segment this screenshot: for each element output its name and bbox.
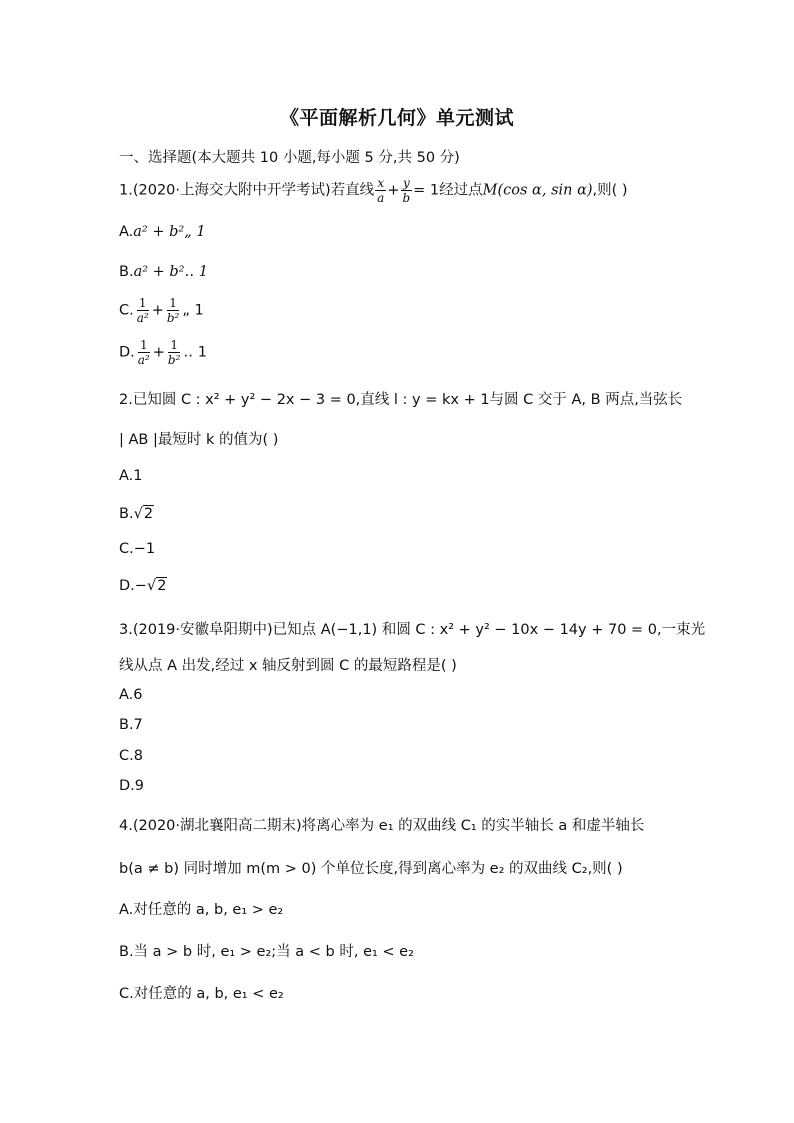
question-3-line-1: 3.(2019·安徽阜阳期中)已知点 A(−1,1) 和圆 C : x² + y² − 10x − 14y + 70 = 0,一束光 bbox=[119, 622, 706, 638]
q2-option-c: C.−1 bbox=[119, 541, 156, 557]
q1-plus: + bbox=[387, 182, 400, 199]
sqrt-symbol: √ bbox=[133, 506, 143, 522]
q1-option-b: B.a² + b²‥ 1 bbox=[119, 264, 208, 280]
q3-option-d: D.9 bbox=[119, 778, 144, 794]
section-heading: 一、选择题(本大题共 10 小题,每小题 5 分,共 50 分) bbox=[119, 150, 460, 166]
q1-option-a: A.a² + b²„ 1 bbox=[119, 224, 206, 240]
q1-fraction-y-over-b: $\frac{y}{b}$ bbox=[402, 176, 411, 205]
q1-d-fraction-2: $\frac{1}{\text{b²}}$ bbox=[167, 338, 181, 367]
q1-fraction-x-over-a: $\frac{x}{a}$ bbox=[377, 176, 385, 205]
q3-option-a: A.6 bbox=[119, 687, 143, 703]
page-title: 《平面解析几何》单元测试 bbox=[279, 107, 514, 129]
q1-d-fraction-1: $\frac{1}{\text{a²}}$ bbox=[137, 338, 150, 367]
q1-stem-end: ,则( ) bbox=[592, 182, 628, 199]
question-4-line-2: b(a ≠ b) 同时增加 m(m > 0) 个单位长度,得到离心率为 e₂ 的双曲线 C₂,则( ) bbox=[119, 861, 623, 877]
sqrt-symbol: √ bbox=[146, 578, 157, 594]
q3-option-b: B.7 bbox=[119, 717, 143, 733]
question-2-line-1: 2.已知圆 C : x² + y² − 2x − 3 = 0,直线 l : y = kx + 1与圆 C 交于 A, B 两点,当弦长 bbox=[119, 392, 683, 408]
q2-option-a: A.1 bbox=[119, 468, 143, 484]
question-3-line-2: 线从点 A 出发,经过 x 轴反射到圆 C 的最短路程是( ) bbox=[119, 658, 457, 674]
q2-option-b: B.√2 bbox=[119, 506, 154, 522]
q1-c-fraction-1: $\frac{1}{\text{a²}}$ bbox=[136, 296, 149, 325]
q1-equals: = 1经过点 bbox=[413, 182, 483, 199]
q4-option-c: C.对任意的 a, b, e₁ < e₂ bbox=[119, 986, 284, 1002]
q1-point: M(cos α, sin α) bbox=[482, 182, 593, 199]
q1-option-c: C. $\frac{1}{\text{a²}}$ + $\frac{1}{\text{b²}}$ „ 1 bbox=[119, 296, 204, 325]
q4-option-b: B.当 a > b 时, e₁ > e₂;当 a < b 时, e₁ < e₂ bbox=[119, 944, 414, 960]
q1-option-d: D. $\frac{1}{\text{a²}}$ + $\frac{1}{\text{b²}}$ ‥ 1 bbox=[119, 338, 207, 367]
q4-option-a: A.对任意的 a, b, e₁ > e₂ bbox=[119, 902, 284, 918]
q1-c-fraction-2: $\frac{1}{\text{b²}}$ bbox=[166, 296, 180, 325]
q3-option-c: C.8 bbox=[119, 748, 143, 764]
question-2-line-2: | AB |最短时 k 的值为( ) bbox=[119, 432, 279, 448]
q1-stem-text: 1.(2020·上海交大附中开学考试)若直线 bbox=[119, 182, 375, 199]
q2-option-d: D.−√2 bbox=[119, 578, 167, 594]
question-1-stem bbox=[119, 176, 628, 205]
question-4-line-1: 4.(2020·湖北襄阳高二期末)将离心率为 e₁ 的双曲线 C₁ 的实半轴长 a 和虚半轴长 bbox=[119, 818, 645, 834]
